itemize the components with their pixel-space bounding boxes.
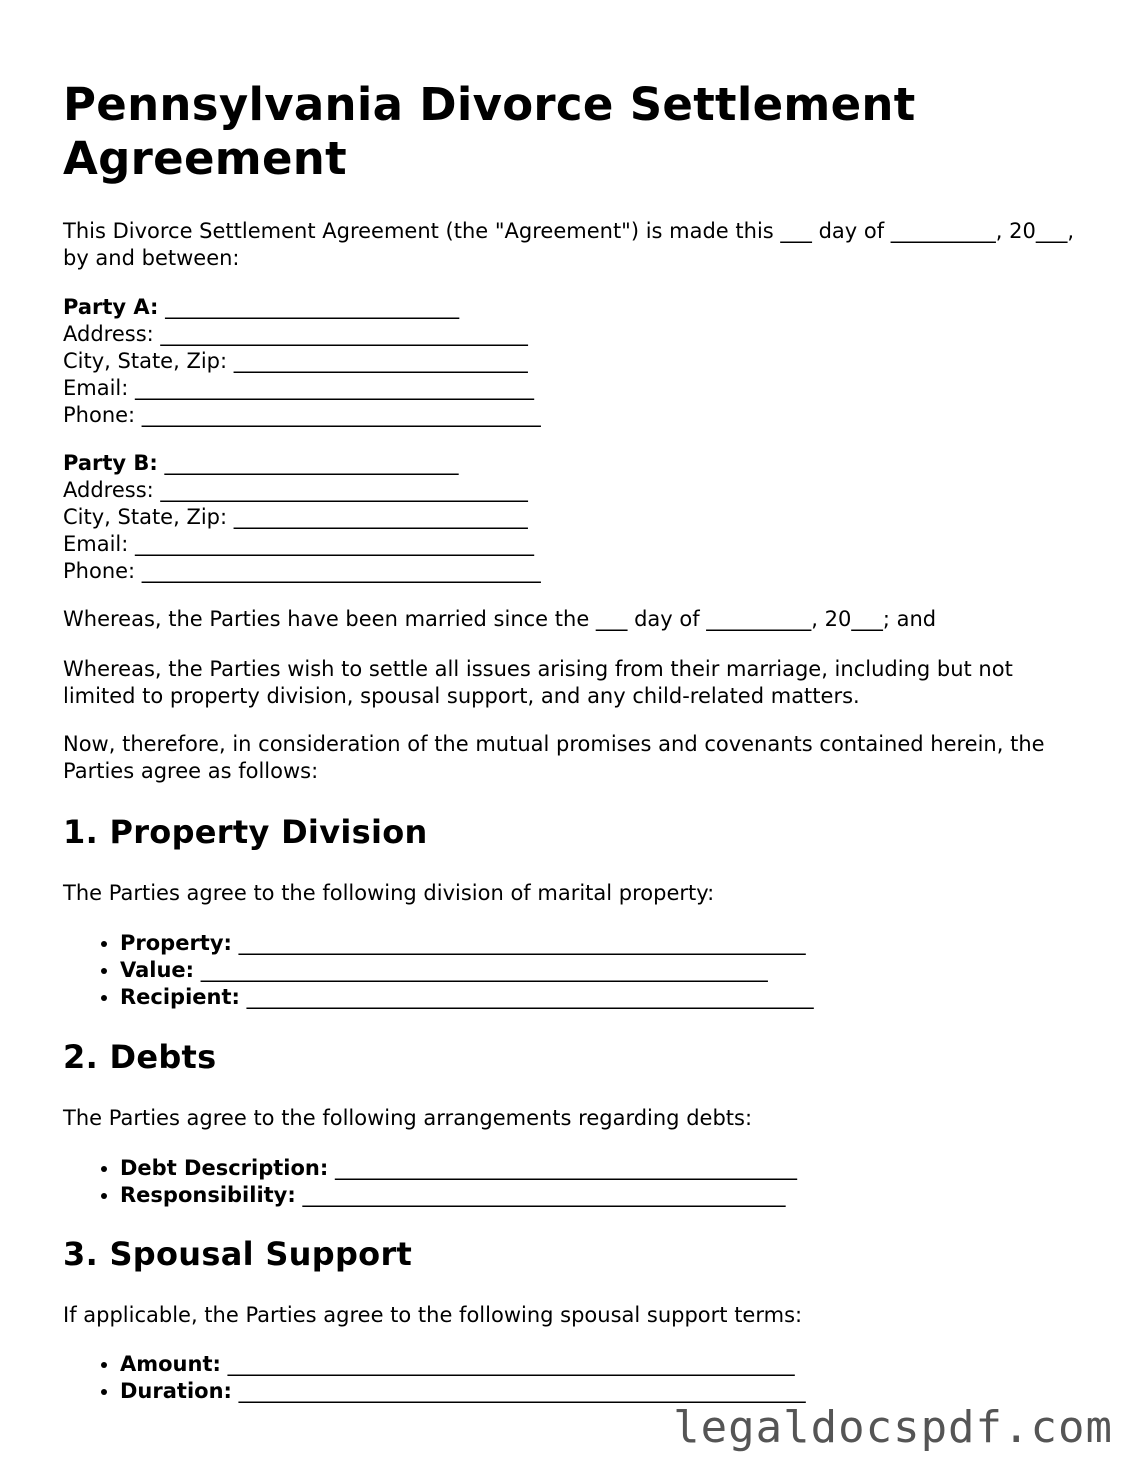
section-intro-property-division: The Parties agree to the following division of marital property: [63, 881, 715, 905]
now-therefore-paragraph: Now, therefore, in consideration of the mutual promises and covenants contained herein, the Parties agree as follows: [63, 732, 1045, 783]
property-division-list [63, 930, 814, 1011]
amount-blank: ______________________________________________________ [227, 1352, 795, 1376]
property-label: Property: [120, 931, 232, 955]
list-item-property [120, 930, 814, 957]
spousal-support-list [63, 1351, 806, 1405]
responsibility-blank: ______________________________________________ [302, 1183, 786, 1207]
party-b-name-blank: ____________________________ [164, 451, 459, 475]
list-item-amount [120, 1351, 806, 1378]
list-item-duration [120, 1378, 806, 1405]
party-a-label: Party A: [63, 295, 159, 319]
party-b-block [63, 450, 541, 585]
party-b-city: City, State, Zip: ____________________________ [63, 505, 528, 529]
debt-description-label: Debt Description: [120, 1156, 329, 1180]
party-a-phone: Phone: ______________________________________ [63, 403, 541, 427]
intro-paragraph: This Divorce Settlement Agreement (the "Agreement") is made this ___ day of __________, 20___, by and between: [63, 219, 1075, 270]
party-a-block [63, 294, 541, 429]
section-heading-debts: 2. Debts [63, 1038, 217, 1076]
section-heading-spousal-support: 3. Spousal Support [63, 1235, 413, 1273]
whereas-settle-paragraph: Whereas, the Parties wish to settle all issues arising from their marriage, including but not limited to property division, spousal support, and any child-related matters. [63, 657, 1013, 708]
duration-label: Duration: [120, 1379, 232, 1403]
list-item-value [120, 957, 814, 984]
section-heading-property-division: 1. Property Division [63, 813, 428, 851]
value-blank: ______________________________________________________ [200, 958, 768, 982]
section-intro-spousal-support: If applicable, the Parties agree to the following spousal support terms: [63, 1303, 803, 1327]
party-b-email: Email: ______________________________________ [63, 532, 535, 556]
section-intro-debts: The Parties agree to the following arrangements regarding debts: [63, 1106, 753, 1130]
responsibility-label: Responsibility: [120, 1183, 296, 1207]
party-a-name-line [63, 294, 541, 321]
party-a-name-blank: ____________________________ [165, 295, 460, 319]
document-title: Pennsylvania Divorce Settlement Agreement [63, 78, 916, 185]
duration-blank: ______________________________________________________ [238, 1379, 806, 1403]
debt-description-blank: ____________________________________________ [334, 1156, 797, 1180]
value-label: Value: [120, 958, 195, 982]
debts-list [63, 1155, 797, 1209]
property-blank: ______________________________________________________ [238, 931, 806, 955]
party-b-name-line [63, 450, 541, 477]
site-watermark: legaldocspdf.com [673, 1402, 1113, 1453]
party-b-address: Address: ___________________________________ [63, 478, 528, 502]
list-item-debt-description [120, 1155, 797, 1182]
party-a-email: Email: ______________________________________ [63, 376, 535, 400]
list-item-recipient [120, 984, 814, 1011]
party-b-label: Party B: [63, 451, 158, 475]
list-item-responsibility [120, 1182, 797, 1209]
recipient-label: Recipient: [120, 985, 240, 1009]
party-a-address: Address: ___________________________________ [63, 322, 528, 346]
party-a-city: City, State, Zip: ____________________________ [63, 349, 528, 373]
party-b-phone: Phone: ______________________________________ [63, 559, 541, 583]
amount-label: Amount: [120, 1352, 221, 1376]
whereas-married-paragraph: Whereas, the Parties have been married since the ___ day of __________, 20___; and [63, 607, 937, 631]
recipient-blank: ______________________________________________________ [246, 985, 814, 1009]
